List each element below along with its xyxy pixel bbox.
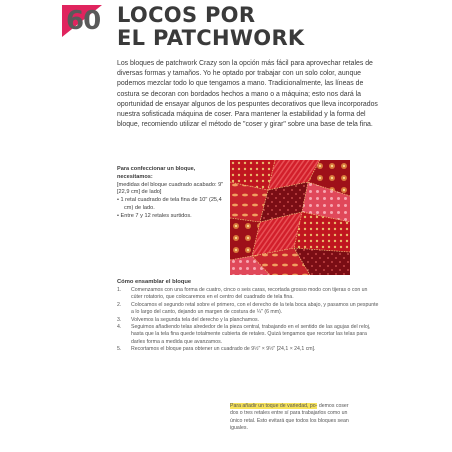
materials-heading-2: necesitamos: [117,173,153,180]
title-line-1: LOCOS POR [117,3,256,27]
assembly-steps [117,287,379,354]
tip-text: demos coser dos o tres retales entre sí para trabajarlos como un único retal. Esto evitará que todos los bloques sean iguales. [230,403,349,432]
step-number: 3. [117,316,122,323]
tip-highlight: Para añadir un toque de variedad, po- [230,403,318,409]
title-line-2: EL PATCHWORK [117,26,305,50]
step-number: 5. [117,346,122,353]
step-text: Recortamos el bloque para obtener un cuadrado de 9½" × 9½" [24,1 × 24,1 cm]. [131,346,316,353]
step-text: Seguimos añadiendo telas alrededor de la pieza central, trabajando en el sentido de las agujas del reloj, hasta que la tela fina quede totalmente cubierta de retales. Quizá tengamos que recortar las telas para darles forma a medida que avanzamos. [131,324,371,345]
step-text: Comenzamos con una forma de cuatro, cinco o seis caras, recortada grosso modo con tijeras o con un cúter rotatorio, que colocaremos en el centro del cuadrado de tela fina. [131,287,368,301]
step-item [117,287,379,302]
tip-box [230,403,352,433]
step-item [117,346,379,353]
step-number: 1. [117,287,122,293]
assembly-heading: Cómo ensamblar el bloque [117,279,192,285]
materials-heading-1: Para confeccionar un bloque, [117,166,196,172]
crazy-patchwork-photo [230,160,350,275]
materials-item: • 1 retal cuadrado de tela fina de 10" (25,4 cm) de lado. [117,197,222,211]
step-item [117,302,379,317]
materials-item: • Entre 7 y 12 retales surtidos. [117,212,192,219]
step-number: 4. [117,324,122,331]
step-number: 2. [117,301,122,308]
step-item [117,324,379,346]
step-text: Volvemos la segunda tela del derecho y la planchamos. [131,316,260,323]
materials-box [117,166,227,221]
materials-measure: [medidas del bloque cuadrado acabado: 9" [22,9 cm] de lado] [117,181,224,196]
step-item [117,317,379,324]
page-number: 60 [66,6,101,36]
intro-paragraph: Los bloques de patchwork Crazy son la opción más fácil para aprovechar retales de diversas formas y tamaños. Yo he optado por trabajar con un solo color, aunque podemos mezclar todo lo que tengamos a mano. Tradicionalmente, las líneas de costura se decoran con bordados hechos a mano o a máquina; esto nos dará la oportunidad de ensayar algunos de los pespuntes decorativos que lleva incorporados nuestra sofisticada máquina de coser. Para mantener la estabilidad y la forma del bloque, recomiendo utilizar el método de "coser y girar" sobre una base de tela fina. [117,60,378,129]
page-title [117,4,377,50]
step-text: Colocamos el segundo retal sobre el primero, con el derecho de la tela boca abajo, y pasamos un pespunte a lo largo del canto, dejando un margen de costura de ¼" (6 mm). [131,301,379,316]
page-number-badge [62,5,102,37]
